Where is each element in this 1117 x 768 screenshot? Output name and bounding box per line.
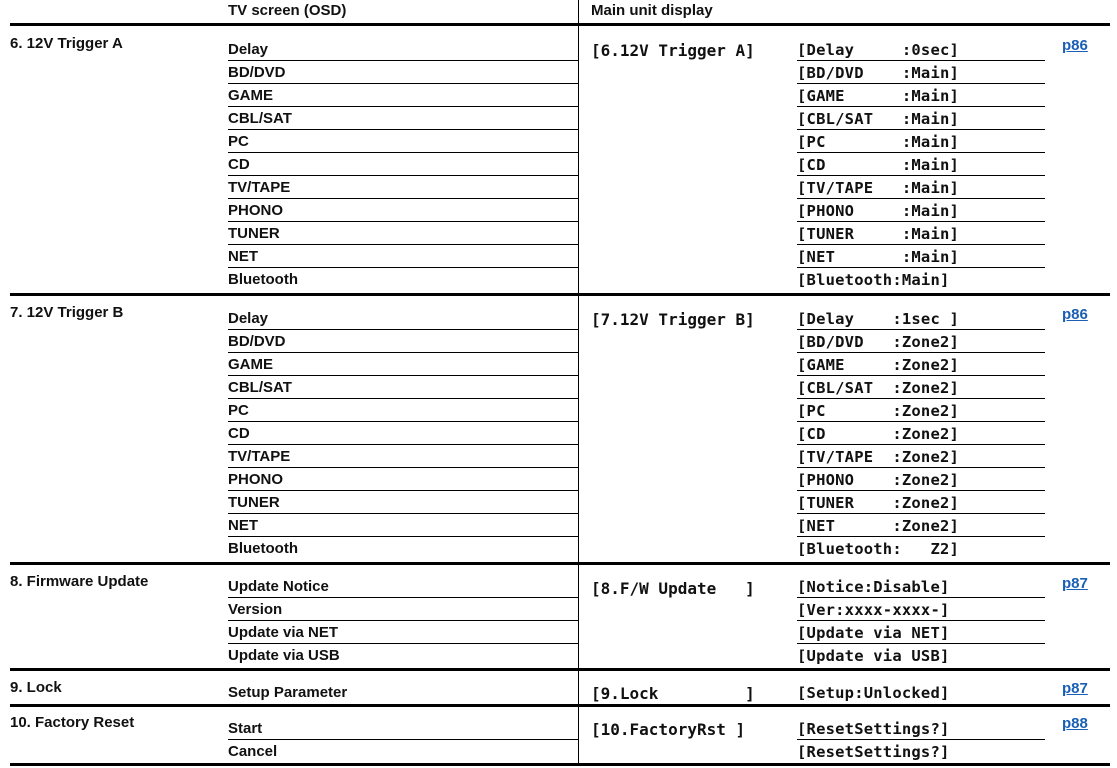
osd-item: Delay (228, 38, 578, 61)
header-osd: TV screen (OSD) (228, 2, 347, 19)
osd-item: Cancel (228, 743, 278, 760)
divider (10, 23, 1110, 26)
osd-list (228, 575, 578, 666)
display-list (797, 307, 1045, 559)
page-link[interactable]: p88 (1062, 715, 1088, 732)
display-item: [NET :Main] (797, 245, 1045, 268)
display-item: [Delay :1sec ] (797, 307, 1045, 330)
display-item: [Notice:Disable] (797, 575, 1045, 598)
divider (10, 668, 1110, 671)
osd-item: TV/TAPE (228, 176, 578, 199)
main-display-title: [8.F/W Update ] (591, 579, 755, 598)
display-item: [TV/TAPE :Main] (797, 176, 1045, 199)
section-title: 10. Factory Reset (10, 714, 135, 731)
display-item: [Ver:xxxx-xxxx-] (797, 598, 1045, 621)
display-item: [TUNER :Zone2] (797, 491, 1045, 514)
display-item: [CBL/SAT :Main] (797, 107, 1045, 130)
osd-item: Update via NET (228, 621, 578, 644)
osd-item: Start (228, 717, 578, 740)
display-item: [PC :Zone2] (797, 399, 1045, 422)
osd-item: Update Notice (228, 575, 578, 598)
osd-item: Update via USB (228, 647, 340, 664)
osd-list (228, 681, 578, 703)
display-item: [GAME :Main] (797, 84, 1045, 107)
display-item: [Bluetooth:Main] (797, 271, 950, 289)
display-item: [CBL/SAT :Zone2] (797, 376, 1045, 399)
osd-item: NET (228, 245, 578, 268)
section-title: 6. 12V Trigger A (10, 35, 123, 52)
osd-item: CD (228, 422, 578, 445)
main-display-title: [7.12V Trigger B] (591, 310, 755, 329)
display-list (797, 681, 1045, 703)
display-item: [NET :Zone2] (797, 514, 1045, 537)
section-title: 7. 12V Trigger B (10, 304, 124, 321)
display-item: [Update via USB] (797, 647, 950, 665)
display-item: [TUNER :Main] (797, 222, 1045, 245)
display-item: [TV/TAPE :Zone2] (797, 445, 1045, 468)
display-item: [Bluetooth: Z2] (797, 540, 960, 558)
divider (10, 562, 1110, 565)
osd-item: Bluetooth (228, 271, 298, 288)
display-item: [Delay :0sec] (797, 38, 1045, 61)
osd-item: NET (228, 514, 578, 537)
osd-item: Version (228, 598, 578, 621)
osd-list (228, 717, 578, 762)
osd-item: TUNER (228, 491, 578, 514)
display-item: [Setup:Unlocked] (797, 684, 950, 702)
display-item: [PHONO :Main] (797, 199, 1045, 222)
divider (10, 704, 1110, 707)
section-title: 8. Firmware Update (10, 573, 149, 590)
osd-item: PHONO (228, 199, 578, 222)
display-item: [BD/DVD :Zone2] (797, 330, 1045, 353)
display-item: [ResetSettings?] (797, 717, 1045, 740)
display-list (797, 38, 1045, 290)
osd-item: Delay (228, 307, 578, 330)
osd-item: PC (228, 399, 578, 422)
osd-item: BD/DVD (228, 61, 578, 84)
osd-list (228, 307, 578, 559)
page-link[interactable]: p87 (1062, 575, 1088, 592)
display-item: [GAME :Zone2] (797, 353, 1045, 376)
display-item: [Update via NET] (797, 621, 1045, 644)
osd-item: CBL/SAT (228, 376, 578, 399)
display-item: [BD/DVD :Main] (797, 61, 1045, 84)
display-item: [CD :Main] (797, 153, 1045, 176)
header-main-unit: Main unit display (591, 2, 713, 19)
osd-item: Bluetooth (228, 540, 298, 557)
osd-item: GAME (228, 84, 578, 107)
display-list (797, 575, 1045, 666)
osd-item: TV/TAPE (228, 445, 578, 468)
main-display-title: [9.Lock ] (591, 684, 755, 703)
osd-item: PC (228, 130, 578, 153)
osd-list (228, 38, 578, 290)
osd-item: Setup Parameter (228, 684, 348, 701)
display-item: [CD :Zone2] (797, 422, 1045, 445)
page-link[interactable]: p87 (1062, 680, 1088, 697)
page-link[interactable]: p86 (1062, 306, 1088, 323)
main-display-title: [6.12V Trigger A] (591, 41, 755, 60)
display-item: [PC :Main] (797, 130, 1045, 153)
column-divider (578, 0, 579, 766)
divider (10, 293, 1110, 296)
page-link[interactable]: p86 (1062, 37, 1088, 54)
osd-item: TUNER (228, 222, 578, 245)
display-list (797, 717, 1045, 762)
osd-item: CBL/SAT (228, 107, 578, 130)
osd-item: BD/DVD (228, 330, 578, 353)
divider (10, 763, 1110, 766)
display-item: [PHONO :Zone2] (797, 468, 1045, 491)
osd-item: GAME (228, 353, 578, 376)
osd-item: PHONO (228, 468, 578, 491)
main-display-title: [10.FactoryRst ] (591, 720, 746, 739)
display-item: [ResetSettings?] (797, 743, 950, 761)
osd-item: CD (228, 153, 578, 176)
section-title: 9. Lock (10, 679, 62, 696)
